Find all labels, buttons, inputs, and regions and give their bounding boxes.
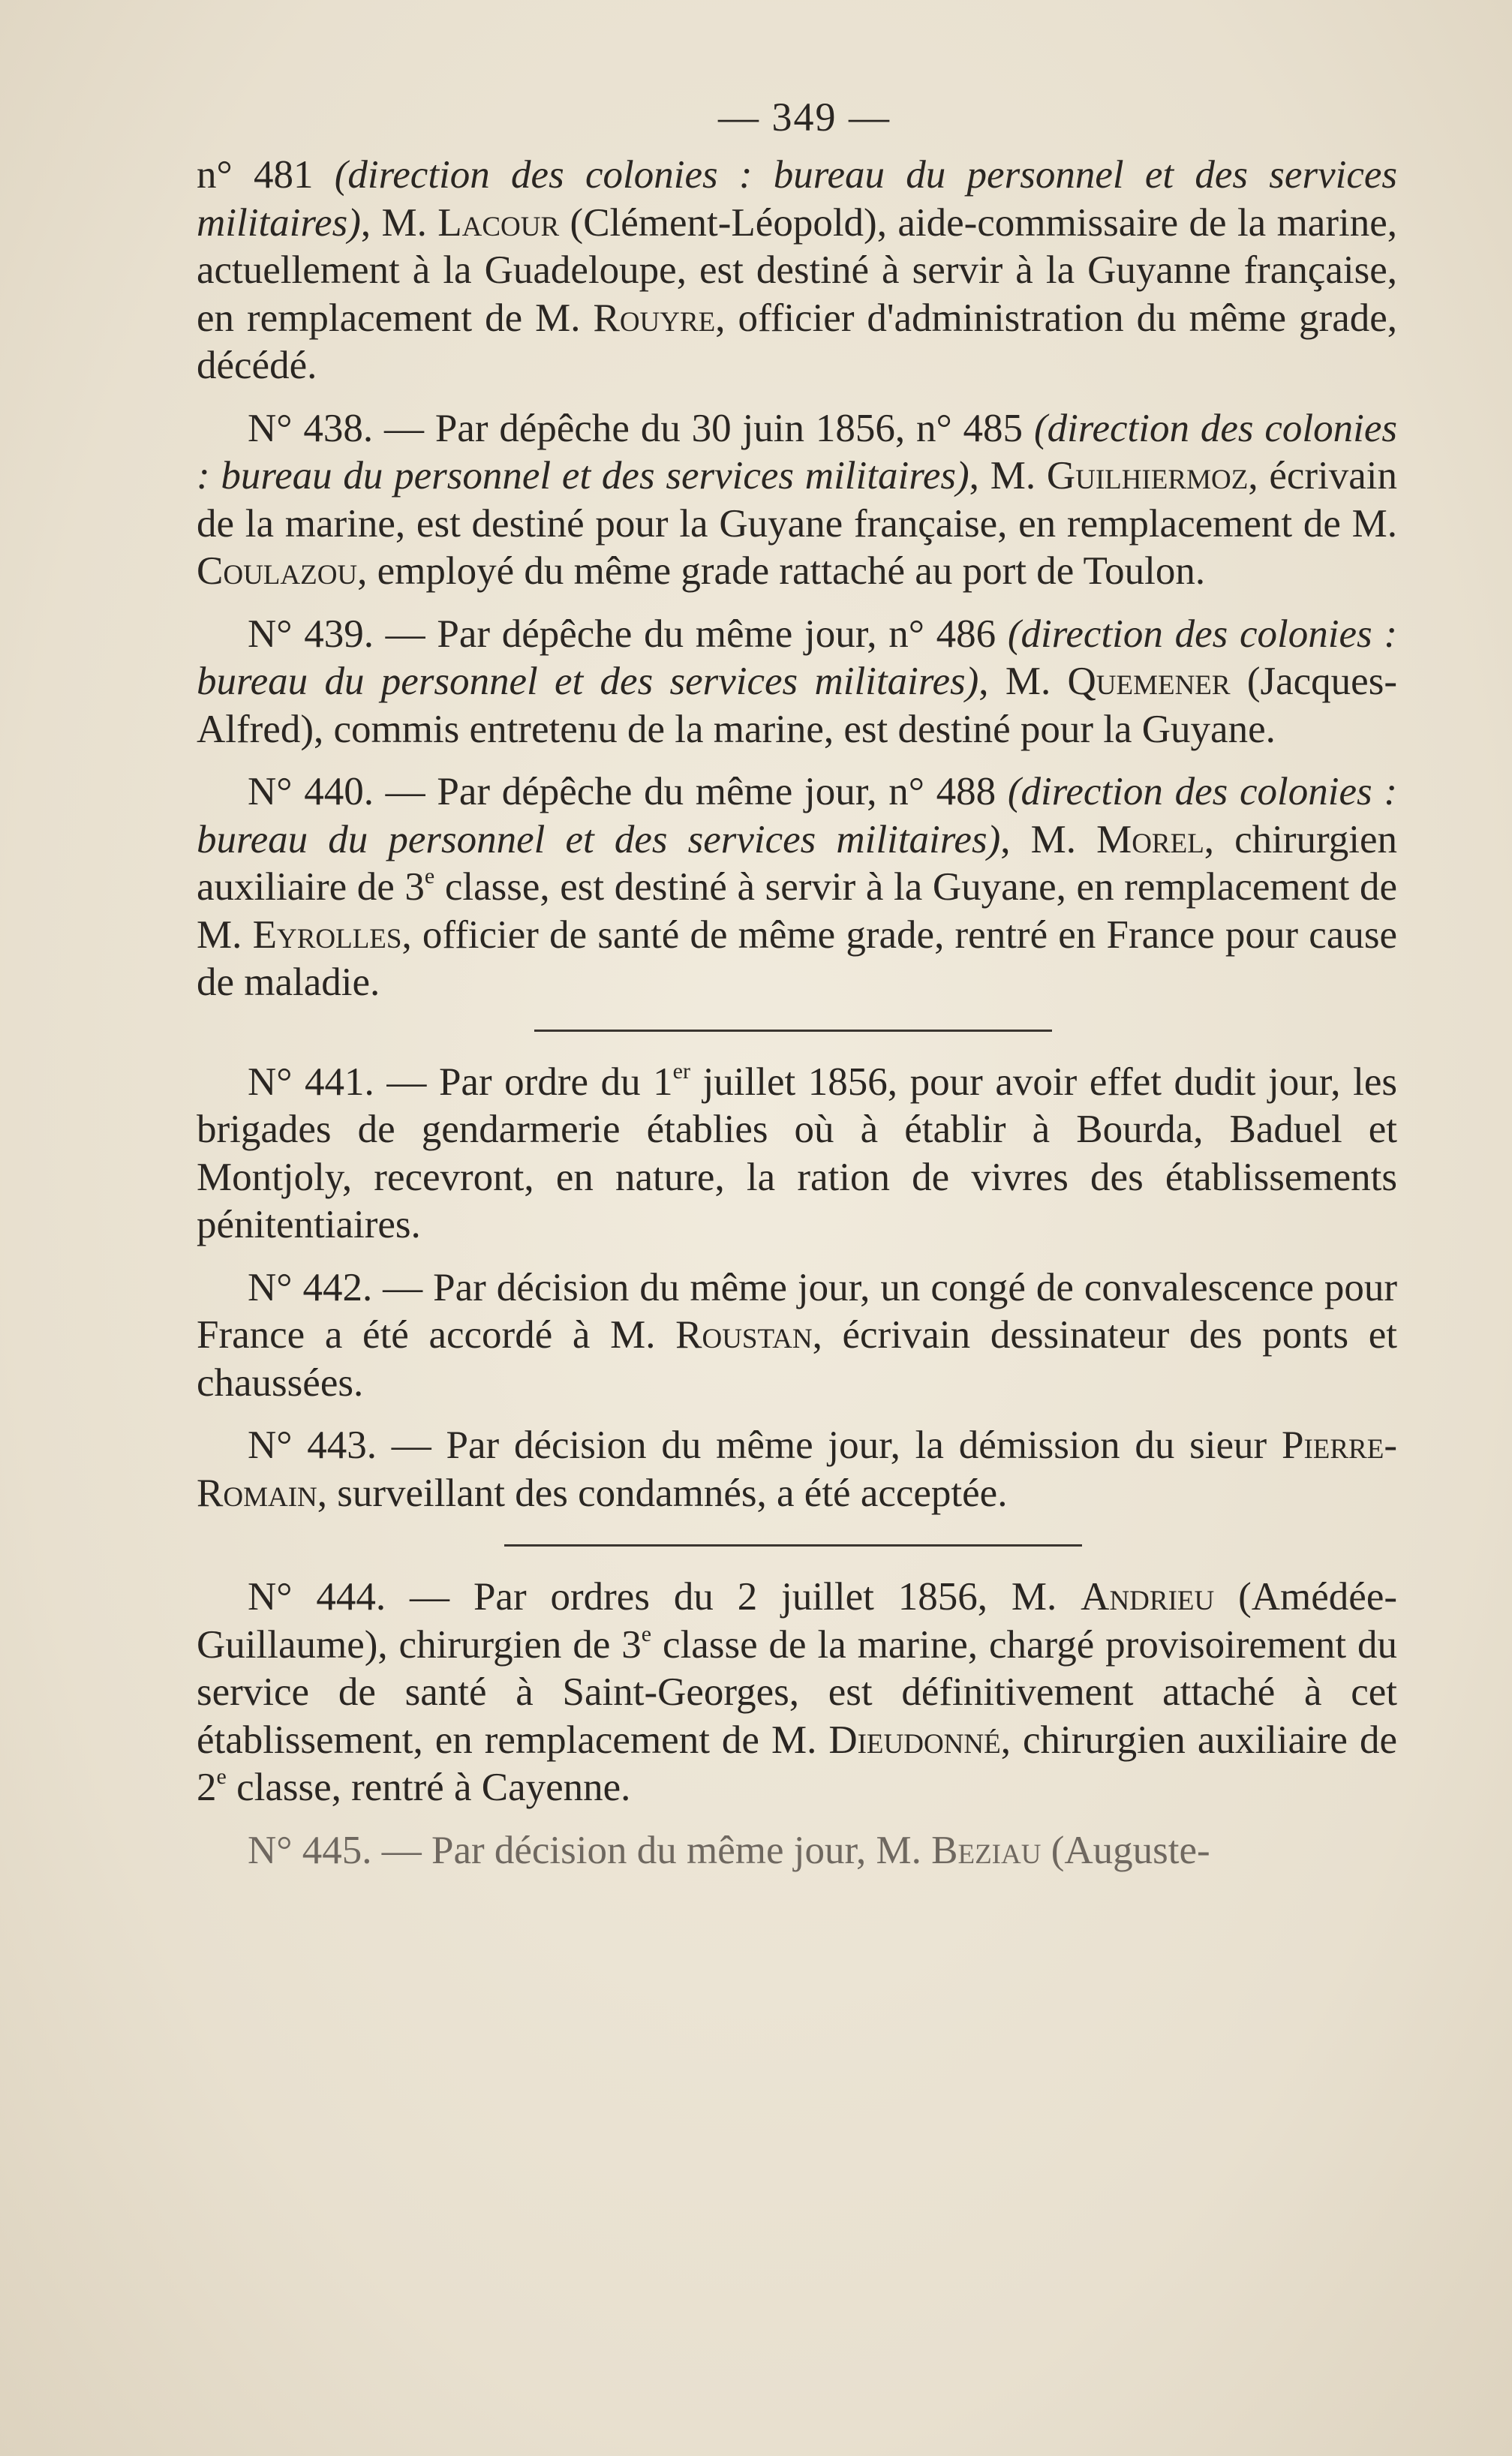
person-name: Morel	[1096, 817, 1204, 861]
office-reference: (direction des colonies : bureau du personnel et des services militaires)	[197, 153, 1397, 245]
text-run: , M.	[360, 200, 438, 245]
text-run: N° 439. — Par dépêche du même jour, n° 486	[248, 612, 1008, 656]
page-body	[197, 152, 1397, 1874]
text-run: , officier de santé de même grade, rentré en France pour cause de maladie.	[197, 912, 1397, 1004]
text-run: (Auguste-	[1041, 1828, 1210, 1872]
office-reference: (direction des colonies : bureau du personnel et des services militaires)	[197, 612, 1397, 703]
text-run: (Jacques-Alfred), commis entretenu de la marine, est destiné pour la Guyane.	[197, 660, 1397, 751]
text-run: , chirurgien auxiliaire de 2	[197, 1718, 1397, 1809]
text-run: n° 481	[197, 153, 335, 197]
ordinal-suffix: e	[641, 1621, 652, 1646]
person-name: Guilhiermoz	[1046, 454, 1249, 498]
entry-paragraph	[197, 611, 1397, 754]
text-run: classe, rentré à Cayenne.	[226, 1766, 631, 1809]
text-run: classe de la marine, chargé provisoirement du service de santé à Saint-Georges, est définitivement attaché à cet établissement, en remplacement de M.	[197, 1622, 1397, 1762]
entry-paragraph	[197, 1574, 1397, 1812]
text-run: N° 442. — Par décision du même jour, un congé de convalescence pour France a été accordé à M.	[197, 1265, 1397, 1357]
person-name: Dieudonné	[828, 1718, 1001, 1762]
person-name: Eyrolles	[252, 912, 402, 957]
text-run: (Amédée-Guillaume), chirurgien de 3	[197, 1575, 1397, 1667]
person-name: Rouyre	[593, 296, 716, 340]
continuation-paragraph	[197, 152, 1397, 390]
text-run: , employé du même grade rattaché au port de Toulon.	[357, 549, 1206, 593]
entry-paragraph	[197, 1422, 1397, 1517]
person-name: Roustan	[675, 1313, 813, 1357]
text-run: N° 438. — Par dépêche du 30 juin 1856, n° 485	[248, 406, 1034, 450]
text-run: juillet 1856, pour avoir effet dudit jour, les brigades de gendarmerie établies où à établir à Bourda, Baduel et Montjoly, recevront, en nature, la ration de vivres des établissements pénitentiaires.	[197, 1060, 1397, 1246]
text-run: , officier d'administration du même grade, décédé.	[197, 296, 1397, 387]
person-name: Coulazou	[197, 549, 358, 593]
text-run: N° 441. — Par ordre du 1	[248, 1060, 673, 1104]
text-run: , écrivain de la marine, est destiné pour la Guyane française, en remplacement de M.	[197, 454, 1397, 546]
text-run: , chirurgien auxiliaire de 3	[197, 817, 1397, 909]
ordinal-suffix: e	[216, 1764, 227, 1789]
person-name: Pierre-Romain	[197, 1423, 1397, 1515]
text-run: , écrivain dessinateur des ponts et chaussées.	[197, 1313, 1398, 1405]
entry-paragraph	[197, 1264, 1397, 1408]
person-name: Beziau	[931, 1828, 1042, 1872]
text-run: (Clément-Léopold), aide-commissaire de la marine, actuellement à la Guadeloupe, est destiné à servir à la Guyanne française, en remplacement de M.	[197, 200, 1397, 340]
document-page	[197, 83, 1397, 1874]
text-run: N° 445. — Par décision du même jour, M.	[248, 1828, 932, 1872]
person-name: Quemener	[1067, 660, 1231, 703]
ordinal-suffix: e	[424, 864, 435, 888]
entry-paragraph	[197, 405, 1397, 596]
section-divider	[534, 1030, 1052, 1032]
text-run: classe, est destiné à servir à la Guyane, en remplacement de M.	[197, 865, 1397, 957]
office-reference: (direction des colonies : bureau du personnel et des services militaires)	[197, 406, 1397, 498]
person-name: Andrieu	[1081, 1575, 1215, 1619]
section-divider	[504, 1544, 1082, 1547]
ordinal-suffix: er	[672, 1058, 690, 1084]
page-number: — 349 —	[718, 95, 891, 140]
text-run: N° 440. — Par dépêche du même jour, n° 488	[248, 770, 1008, 813]
text-run: N° 444. — Par ordres du 2 juillet 1856, M.	[248, 1575, 1081, 1619]
person-name: Lacour	[437, 200, 560, 245]
office-reference: (direction des colonies : bureau du personnel et des services militaires)	[197, 770, 1397, 861]
entry-paragraph	[197, 1827, 1397, 1875]
text-run: , M.	[978, 660, 1068, 703]
text-run: , M.	[969, 454, 1047, 498]
text-run: , M.	[1000, 817, 1097, 861]
entry-paragraph	[197, 1059, 1397, 1249]
text-run: N° 443. — Par décision du même jour, la démission du sieur	[248, 1423, 1282, 1467]
text-run: , surveillant des condamnés, a été acceptée.	[317, 1471, 1008, 1515]
entry-paragraph	[197, 768, 1397, 1007]
